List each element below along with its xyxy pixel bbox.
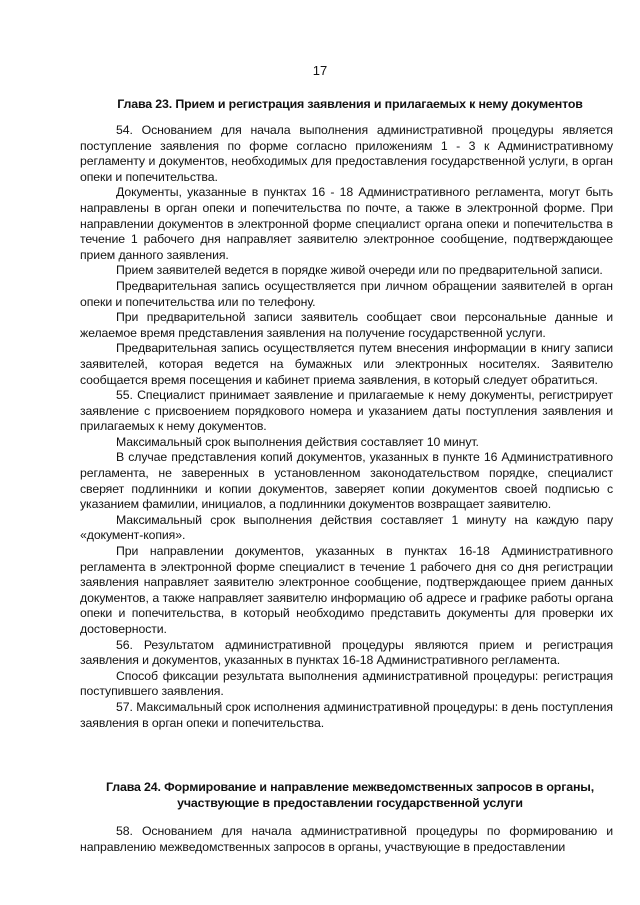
paragraph-pre-registration-data: При предварительной записи заявитель сообщает свои персональные данные и желаемое время представления заявления на получение государственной услуги. bbox=[80, 310, 613, 340]
paragraph-57: 57. Максимальный срок исполнения административной процедуры: в день поступления заявления в орган опеки и попечительства. bbox=[80, 699, 613, 730]
paragraph-56: 56. Результатом административной процедуры являются прием и регистрация заявления и документов, указанных в пунктах 16-18 Административного регламента. bbox=[80, 637, 613, 668]
paragraph-max-time-10: Максимальный срок выполнения действия составляет 10 минут. bbox=[116, 434, 479, 449]
paragraph-reception-order: Прием заявителей ведется в порядке живой очереди или по предварительной записи. bbox=[116, 263, 603, 278]
paragraph-fixation-method: Способ фиксации результата выполнения административной процедуры: регистрация поступившего заявления. bbox=[80, 668, 613, 699]
paragraph-58: 58. Основанием для начала административной процедуры по формированию и направлению межведомственных запросов в органы, участвующие в предоставлении bbox=[80, 824, 613, 854]
paragraph-55: 55. Специалист принимает заявление и прилагаемые к нему документы, регистрирует заявление с присвоением порядкового номера и указанием даты поступления заявления и прилагаемых к нему документов. bbox=[80, 388, 613, 434]
chapter-24-title-line-2: участвующие в предоставлении государственной услуги bbox=[177, 796, 523, 810]
paragraph-registration-book: Предварительная запись осуществляется путем внесения информации в книгу записи заявителей, которая ведется на бумажных или электронных носителях. Заявителю сообщается время посещения и кабинет приема заявления, в который следует обратиться. bbox=[80, 341, 613, 387]
paragraph-max-time-1: Максимальный срок выполнения действия составляет 1 минуту на каждую пару «документ-копия». bbox=[80, 512, 613, 543]
chapter-23-body bbox=[80, 123, 613, 731]
page-number: 17 bbox=[312, 63, 328, 78]
paragraph-electronic-submission: При направлении документов, указанных в пунктах 16-18 Административного регламента в электронной форме специалист в течение 1 рабочего дня со дня регистрации заявления направляет заявителю электронное сообщение, подтверждающее прием данных документов, а также направляет заявителю информацию об адресе и графике работы органа опеки и попечительства, в который необходимо представить документы для проверки их достоверности. bbox=[80, 544, 613, 636]
chapter-24-body bbox=[80, 824, 613, 855]
paragraph-54: 54. Основанием для начала выполнения административной процедуры является поступление заявления по форме согласно приложениям 1 - 3 к Административному регламенту и документов, необходимых для предоставления государственной услуги, в орган опеки и попечительства. bbox=[80, 123, 613, 184]
chapter-24-title-line-1: Глава 24. Формирование и направление межведомственных запросов в органы, bbox=[105, 780, 595, 794]
paragraph-copies-verification: В случае представления копий документов, указанных в пункте 16 Административного регламента, не заверенных в установленном законодательством порядке, специалист сверяет подлинники и копии документов, заверяет копии документов своей подписью с указанием фамилии, инициалов, а подлинники документов возвращает заявителю. bbox=[80, 450, 613, 512]
paragraph-pre-registration: Предварительная запись осуществляется при личном обращении заявителей в орган опеки и попечительства или по телефону. bbox=[80, 278, 613, 309]
chapter-24-title bbox=[80, 779, 620, 811]
paragraph-documents-submission: Документы, указанные в пунктах 16 - 18 Административного регламента, могут быть направлены в орган опеки и попечительства по почте, а также в электронной форме. При направлении документов в электронной форме специалист органа опеки и попечительства в течение 1 рабочего дня направляет заявителю электронное сообщение, подтверждающее прием данного заявления. bbox=[80, 185, 613, 262]
chapter-23-title: Глава 23. Прием и регистрация заявления и прилагаемых к нему документов bbox=[117, 97, 583, 111]
